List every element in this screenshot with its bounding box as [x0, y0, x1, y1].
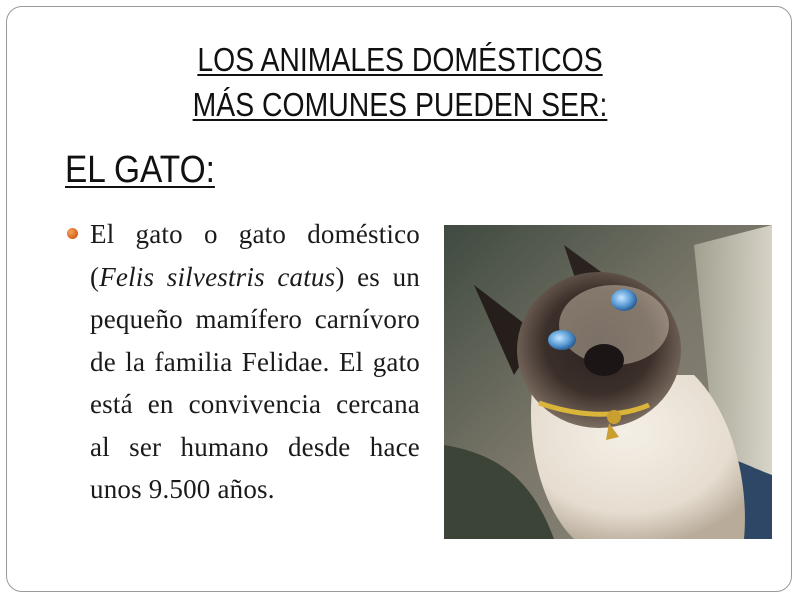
title-line-1: LOS ANIMALES DOMÉSTICOS: [197, 41, 603, 78]
slide-title: [114, 37, 687, 127]
cat-photo: [444, 225, 772, 539]
bullet-text-before: El gato o gato doméstico (: [90, 219, 420, 292]
bullet-dot-icon: [67, 228, 78, 239]
cat-photo-illustration: [444, 225, 772, 539]
slide: [6, 6, 792, 592]
title-line-2: MÁS COMUNES PUEDEN SER:: [192, 86, 608, 123]
slide-subtitle: EL GATO:: [65, 149, 215, 191]
bullet-text: [90, 213, 420, 511]
bullet-text-after: ) es un pequeño mamífero carnívoro de la familia Felidae. El gato está en convivencia cercana al ser humano desde hace unos 9.500 años.: [90, 261, 420, 504]
bullet-text-italic: Felis silvestris catus: [99, 261, 336, 292]
